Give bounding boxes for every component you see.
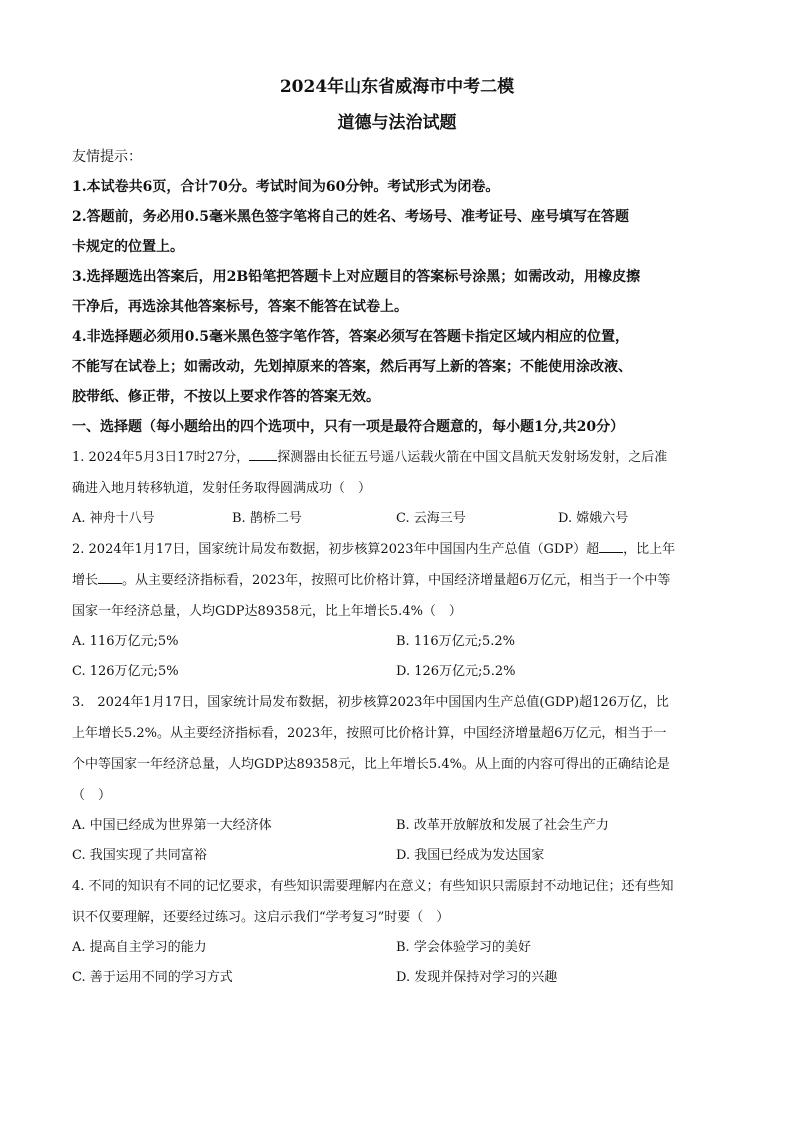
tip-line: 干净后，再选涂其他答案标号，答案不能答在试卷上。 — [72, 299, 408, 315]
option-d: D. 126万亿元;5.2% — [396, 664, 516, 679]
question-4-options-row — [72, 963, 722, 993]
option-d: D. 我国已经成为发达国家 — [396, 848, 545, 863]
answer-blank — [249, 446, 277, 461]
option-b: B. 116万亿元;5.2% — [396, 634, 516, 649]
option-d: D. 发现并保持对学习的兴趣 — [396, 970, 558, 985]
q2-text-b: ，比上年 — [623, 542, 676, 557]
question-4-line: 4. 不同的知识有不同的记忆要求，有些知识需要理解内在意义；有些知识只需原封不动地记住；还有些知 — [72, 879, 674, 894]
tip-line: 2.答题前，务必用0.5毫米黑色签字笔将自己的姓名、考场号、准考证号、座号填写在答题 — [72, 209, 629, 225]
option-c: C. 云海三号 — [396, 511, 466, 526]
option-b: B. 改革开放解放和发展了社会生产力 — [396, 818, 609, 833]
option-a: A. 神舟十八号 — [72, 511, 155, 526]
section-heading: 一、选择题（每小题给出的四个选项中，只有一项是最符合题意的，每小题1分,共20分） — [72, 419, 625, 435]
tip-line: 1.本试卷共6页，合计70分。考试时间为60分钟。考试形式为闭卷。 — [72, 179, 500, 195]
option-a: A. 116万亿元;5% — [72, 634, 179, 649]
question-1-line — [72, 442, 722, 473]
tip-line: 卡规定的位置上。 — [72, 239, 184, 255]
exam-page — [72, 70, 722, 993]
option-a: A. 提高自主学习的能力 — [72, 940, 207, 955]
question-2-options-row — [72, 627, 722, 657]
tip-line: 3.选择题选出答案后，用2B铅笔把答题卡上对应题目的答案标号涂黑；如需改动，用橡皮擦 — [72, 269, 641, 285]
exam-subtitle: 道德与法治试题 — [337, 113, 457, 133]
question-3-line: 3. 2024年1月17日，国家统计局发布数据，初步核算2023年中国国内生产总值(GDP)超126万亿，比 — [72, 695, 669, 710]
question-2-options-row — [72, 657, 722, 687]
question-4-line: 识不仅要理解，还要经过练习。这启示我们“学考复习”时要（ ） — [72, 910, 450, 925]
q2-text-c: 增长 — [72, 573, 99, 588]
question-2-line — [72, 534, 722, 565]
option-b: B. 学会体验学习的美好 — [396, 940, 531, 955]
option-c: C. 126万亿元;5% — [72, 664, 179, 679]
question-3-line: 个中等国家一年经济总量，人均GDP达89358元，比上年增长5.4%。从上面的内容可得出的正确结论是 — [72, 757, 670, 772]
answer-blank — [599, 538, 623, 553]
question-1-line: 确进入地月转移轨道，发射任务取得圆满成功（ ） — [72, 481, 372, 496]
question-4-options-row — [72, 933, 722, 963]
q1-text-a: 1. 2024年5月3日17时27分， — [72, 450, 250, 465]
option-b: B. 鹊桥二号 — [232, 511, 302, 526]
question-3-line: （ ） — [72, 788, 112, 803]
option-d: D. 嫦娥六号 — [558, 511, 629, 526]
exam-title: 2024年山东省威海市中考二模 — [279, 77, 515, 97]
tips-heading: 友情提示： — [72, 149, 142, 165]
question-3-options-row — [72, 841, 722, 871]
tip-line: 胶带纸、修正带，不按以上要求作答的答案无效。 — [72, 389, 380, 405]
question-1-options — [72, 504, 722, 534]
question-3-line: 上年增长5.2%。从主要经济指标看，2023年，按照可比价格计算，中国经济增量超6万亿元，相当于一 — [72, 726, 667, 741]
tip-line: 4.非选择题必须用0.5毫米黑色签字笔作答，答案必须写在答题卡指定区域内相应的位置， — [72, 329, 629, 345]
option-c: C. 我国实现了共同富裕 — [72, 848, 207, 863]
question-2-line: 国家一年经济总量，人均GDP达89358元，比上年增长5.4%（ ） — [72, 604, 462, 619]
tip-line: 不能写在试卷上；如需改动，先划掉原来的答案，然后再写上新的答案；不能使用涂改液、 — [72, 359, 632, 375]
question-2-line — [72, 565, 722, 596]
answer-blank — [98, 569, 122, 584]
option-a: A. 中国已经成为世界第一大经济体 — [72, 818, 272, 833]
q2-text-d: 。从主要经济指标看，2023年，按照可比价格计算，中国经济增量超6万亿元，相当于一个中等 — [122, 573, 671, 588]
q1-text-b: 探测器由长征五号遥八运载火箭在中国文昌航天发射场发射，之后准 — [277, 450, 668, 465]
question-3-options-row — [72, 811, 722, 841]
q2-text-a: 2. 2024年1月17日，国家统计局发布数据，初步核算2023年中国国内生产总值（GDP）超 — [72, 542, 600, 557]
option-c: C. 善于运用不同的学习方式 — [72, 970, 233, 985]
